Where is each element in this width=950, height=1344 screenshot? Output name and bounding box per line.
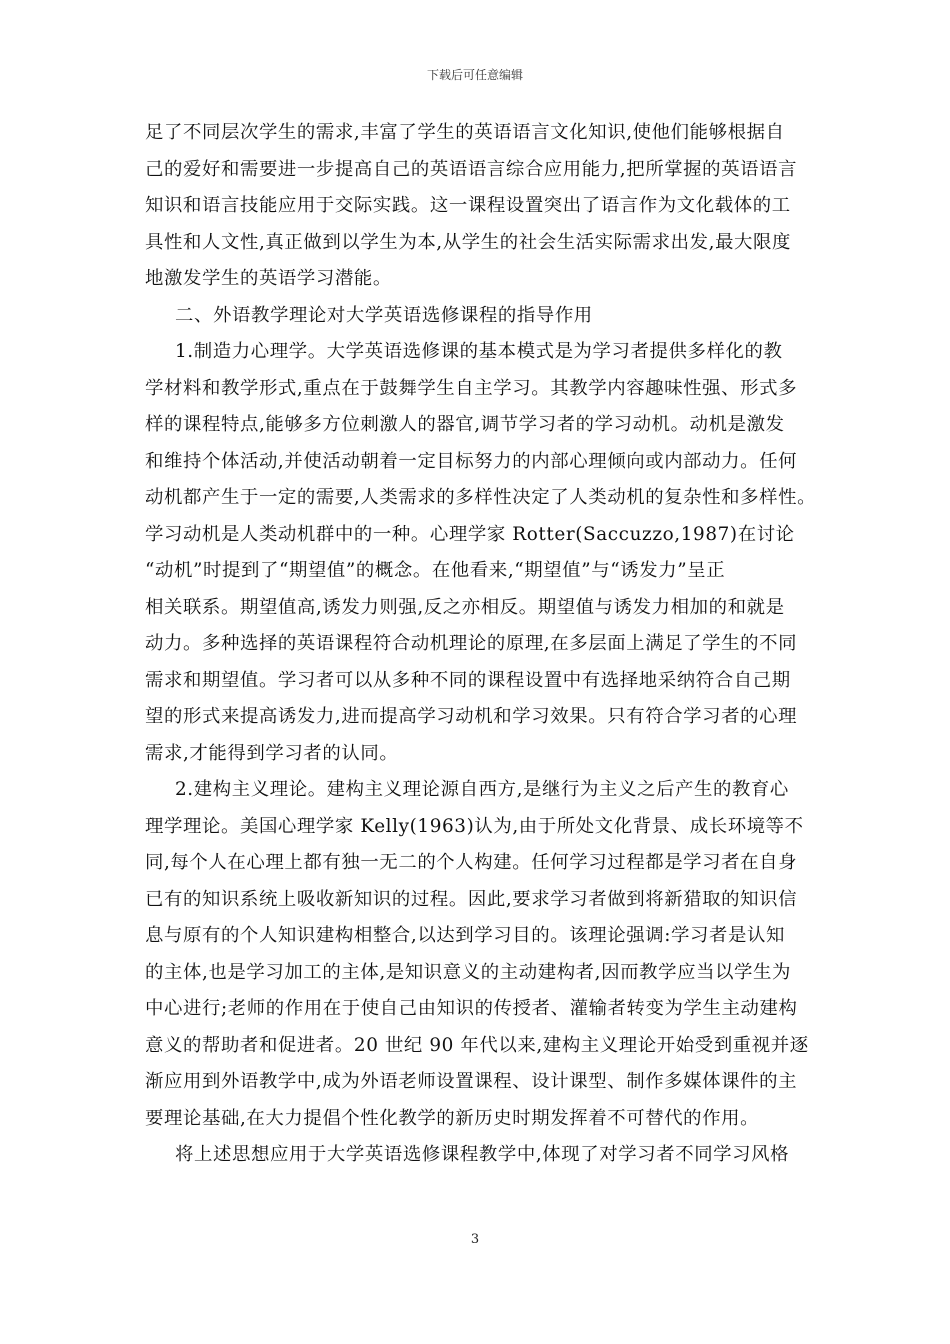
text-line: 要理论基础,在大力提倡个性化教学的新历史时期发挥着不可替代的作用。 bbox=[145, 1107, 760, 1129]
text-line: 1.制造力心理学。大学英语选修课的基本模式是为学习者提供多样化的教 bbox=[175, 341, 783, 362]
text-line: 望的形式来提高诱发力,进而提高学习动机和学习效果。只有符合学习者的心理 bbox=[145, 706, 798, 727]
text-line: 意义的帮助者和促进者。20 世纪 90 年代以来,建构主义理论开始受到重视并逐 bbox=[145, 1034, 809, 1056]
section-heading: 二、外语教学理论对大学英语选修课程的指导作用 bbox=[175, 304, 593, 326]
text-line: 学材料和教学形式,重点在于鼓舞学生自主学习。其教学内容趣味性强、形式多 bbox=[145, 377, 798, 399]
text-line: 渐应用到外语教学中,成为外语老师设置课程、设计课型、制作多媒体课件的主 bbox=[145, 1071, 798, 1092]
text-line: 相关联系。期望值高,诱发力则强,反之亦相反。期望值与诱发力相加的和就是 bbox=[145, 596, 785, 618]
text-line: 需求和期望值。学习者可以从多种不同的课程设置中有选择地采纳符合自己期 bbox=[145, 669, 791, 691]
text-line: 中心进行;老师的作用在于使自己由知识的传授者、灌输者转变为学生主动建构 bbox=[145, 998, 798, 1019]
body-text bbox=[145, 115, 815, 1174]
text-line: “动机”时提到了“期望值”的概念。在他看来,“期望值”与“诱发力”呈正 bbox=[145, 560, 726, 581]
text-line: 动力。多种选择的英语课程符合动机理论的原理,在多层面上满足了学生的不同 bbox=[145, 633, 798, 654]
text-line: 具性和人文性,真正做到以学生为本,从学生的社会生活实际需求出发,最大限度 bbox=[145, 231, 792, 253]
page-header: 下载后可任意编辑 bbox=[426, 68, 523, 82]
text-line: 需求,才能得到学习者的认同。 bbox=[145, 742, 399, 764]
text-line: 地激发学生的英语学习潜能。 bbox=[145, 268, 392, 289]
text-line: 2.建构主义理论。建构主义理论源自西方,是继行为主义之后产生的教育心 bbox=[175, 779, 789, 800]
text-line: 知识和语言技能应用于交际实践。这一课程设置突出了语言作为文化载体的工 bbox=[145, 195, 791, 216]
text-line: 足了不同层次学生的需求,丰富了学生的英语语言文化知识,使他们能够根据自 bbox=[145, 122, 785, 143]
text-line: 理学理论。美国心理学家 Kelly(1963)认为,由于所处文化背景、成长环境等不 bbox=[145, 815, 804, 837]
text-line: 已有的知识系统上吸收新知识的过程。因此,要求学习者做到将新猎取的知识信 bbox=[145, 888, 798, 910]
text-line: 和维持个体活动,并使活动朝着一定目标努力的内部心理倾向或内部动力。任何 bbox=[145, 450, 798, 472]
text-line: 动机都产生于一定的需要,人类需求的多样性决定了人类动机的复杂性和多样性。 bbox=[145, 487, 817, 508]
text-line: 样的课程特点,能够多方位刺激人的器官,调节学习者的学习动机。动机是激发 bbox=[145, 414, 785, 435]
text-line: 息与原有的个人知识建构相整合,以达到学习目的。该理论强调:学习者是认知 bbox=[145, 925, 785, 946]
page-number: 3 bbox=[470, 1232, 480, 1247]
text-line: 的主体,也是学习加工的主体,是知识意义的主动建构者,因而教学应当以学生为 bbox=[145, 961, 792, 983]
text-line: 学习动机是人类动机群中的一种。心理学家 Rotter(Saccuzzo,1987)在讨论 bbox=[145, 523, 795, 545]
text-line: 将上述思想应用于大学英语选修课程教学中,体现了对学习者不同学习风格 bbox=[175, 1144, 790, 1165]
text-line: 己的爱好和需要进一步提高自己的英语语言综合应用能力,把所掌握的英语语言 bbox=[145, 158, 798, 180]
text-line: 同,每个人在心理上都有独一无二的个人构建。任何学习过程都是学习者在自身 bbox=[145, 852, 798, 873]
